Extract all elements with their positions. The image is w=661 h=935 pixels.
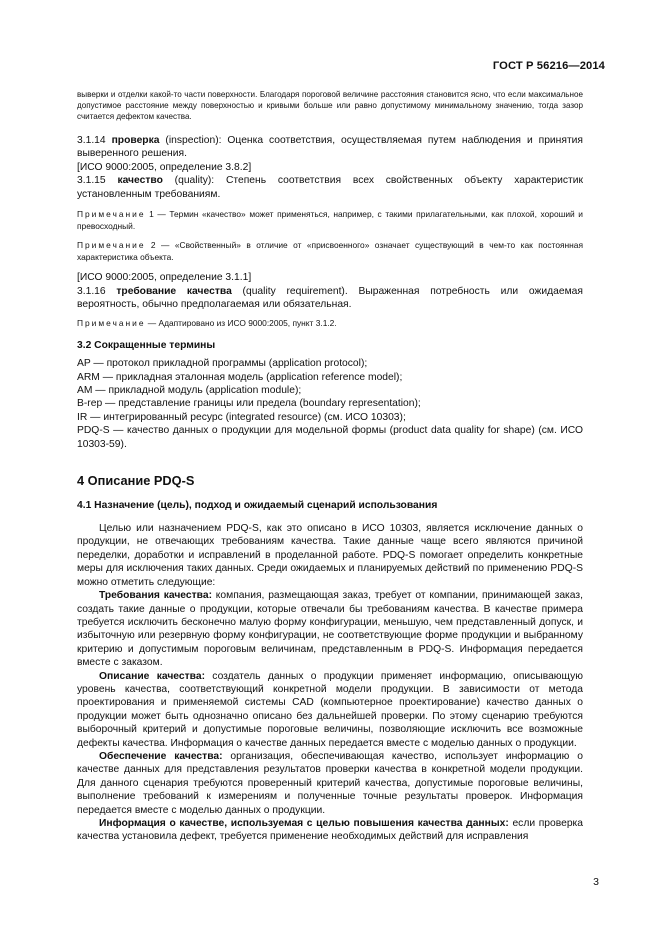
note-label: Примечание [77, 209, 146, 220]
abbr-list [77, 357, 583, 451]
abbr-item: ARM — прикладная эталонная модель (application reference model); [77, 371, 403, 383]
note-label: Примечание [77, 240, 146, 251]
abbr-item: AM — прикладной модуль (application module); [77, 385, 302, 397]
term-reference: [ИСО 9000:2005, определение 3.8.2] [77, 161, 252, 173]
term-3-1-16: 3.1.16 требование качества (quality requirement). Выраженная потребность или ожидаемая вероятность, обычно предполагаемая или обязательная. [77, 285, 583, 311]
term-word: качество [117, 175, 163, 187]
abbr-item: AP — протокол прикладной программы (application protocol); [77, 358, 368, 370]
scenario-term: Информация о качестве, используемая с целью повышения качества данных: [99, 818, 509, 829]
term-reference: [ИСО 9000:2005, определение 3.1.1] [77, 272, 252, 284]
section-4-1-heading: 4.1 Назначение (цель), подход и ожидаемый сценарий использования [77, 500, 438, 512]
note-label: Примечание [77, 317, 146, 328]
abbr-item: B-rep — представление границы или предела (boundary representation); [77, 398, 421, 410]
scenario-term: Описание качества: [99, 670, 206, 682]
note-1: Примечание 1 — Термин «качество» может применяться, например, с такими прилагательными, как плохой, хороший и превосходный. [77, 209, 583, 231]
scenario-item: Информация о качестве, используемая с целью повышения качества данных: если проверка качества установила дефект, требуется применение необходимых действий для исправления [77, 818, 584, 843]
page-body [77, 89, 583, 844]
abbr-heading: 3.2 Сокращенные термины [77, 340, 216, 352]
term-3-1-15: 3.1.15 качество (quality): Степень соответствия всех свойственных объекту характеристик установленным требованиям. [77, 175, 583, 200]
scenario-term: Требования качества: [99, 590, 213, 602]
scenario-item: Требования качества: компания, размещающая заказ, требует от компании, принимающей заказ, создать такие данные о продукции, которые отвечали бы требованиям качества. В качестве примера требуется исключить бесконечно малую форму конфигурации, меньшую, чем представленный допуск, и избыточную или резервную форму конфигурации, не соответствующие форме продукции и выбранному критерию и допустимым пороговым величинам, представленным в PDQ-S. Информация передается вместе с заказом. [77, 590, 583, 669]
section-4-heading: 4 Описание PDQ-S [77, 473, 195, 489]
intro-paragraph: выверки и отделки какой-то части поверхности. Благодаря пороговой величине расстояния становится ясно, что если максимальное допустимое расстояние между поверхностью и кривыми больше или равно допустимому минимальному значению, тогда зазор считается дефектом качества. [77, 90, 583, 121]
term-3-1-14: 3.1.14 проверка (inspection): Оценка соответствия, осуществляемая путем наблюдения и принятия выверенного решения. [77, 135, 583, 160]
scenario-item: Обеспечение качества: организация, обеспечивающая качество, использует информацию о качестве данных для представления результатов проверки качества в конкретной модели продукции. Для данного сценария требуются проверенный критерий качества, допустимые пороговые величины, выполнение требований к измерениям и полученные точные результаты проверок. Информация передается вместе с моделью данных о продукции. [77, 750, 583, 816]
term-word: требование качества [116, 285, 232, 297]
scenario-item: Описание качества: создатель данных о продукции применяет информацию, описывающую уровень качества, соответствующий конкретной модели продукции. В зависимости от метода проектирования и применяемой системы CAD (компьютерное проектирование) качество данных о продукции может быть однозначно описано без дальнейшей проверки. По этому сценарию требуются выборочный критерий и допустимые пороговые величины, позволяющие исключить все возможные дефекты качества. Информация о качестве данных передается вместе с моделью данных о продукции. [77, 670, 583, 749]
term-word: проверка [111, 135, 160, 146]
abbr-item: IR — интегрированный ресурс (integrated resource) (см. ИСО 10303); [77, 411, 406, 423]
section-4-paragraph: Целью или назначением PDQ-S, как это описано в ИСО 10303, является исключение данных о продукции, не отвечающих требованиям качества. Такие данные чаще всего являются причиной переделки, доработки и исправлений в проделанной работе. PDQ-S помогает определить конкретные меры для исключения таких данных. Среди ожидаемых и планируемых действий по применению PDQ-S можно отметить следующие: [77, 523, 583, 588]
abbr-item: PDQ-S — качество данных о продукции для модельной формы (product data quality for shape) (см. ИСО 10303-59). [77, 425, 583, 450]
standard-header: ГОСТ Р 56216—2014 [492, 60, 605, 72]
note-2: Примечание 2 — «Свойственный» в отличие от «присвоенного» означает существующий в чем-то как постоянная характеристика объекта. [77, 240, 583, 262]
note-3: Примечание — Адаптировано из ИСО 9000:2005, пункт 3.1.2. [77, 317, 337, 328]
page-number: 3 [593, 876, 599, 888]
scenario-term: Обеспечение качества: [99, 750, 223, 762]
